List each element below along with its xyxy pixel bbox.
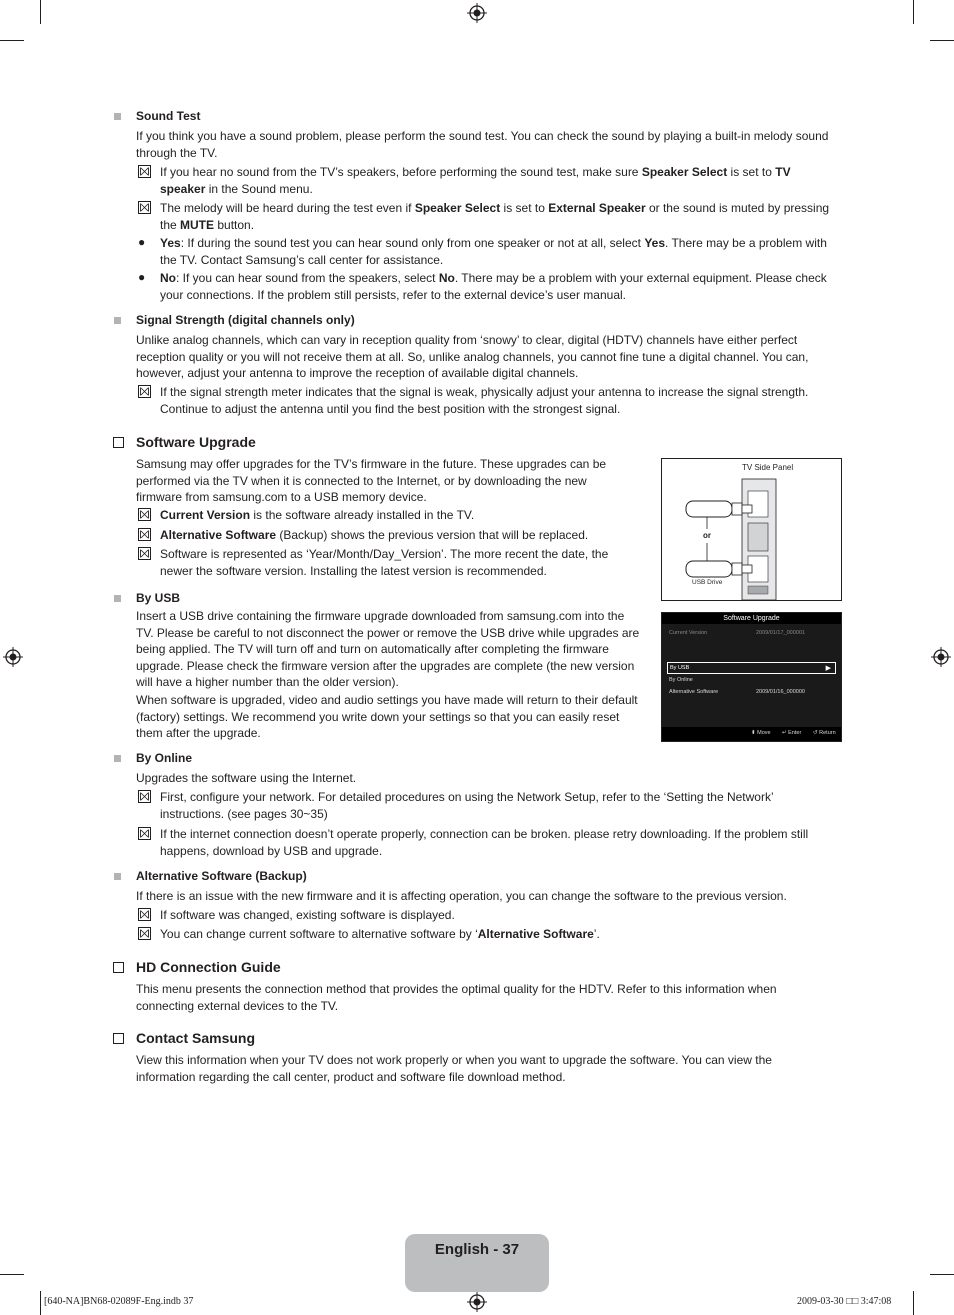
osd-by-online-item[interactable]: By Online [669,677,693,683]
registration-mark-icon [3,647,23,667]
note-icon [138,790,151,803]
hd-connection-guide-paragraph: This menu presents the connection method that provides the optimal quality for the HDTV. Refer to this information when connecting external devices to the TV. [136,982,777,1013]
note-icon [138,547,151,560]
osd-title: Software Upgrade [723,615,780,622]
software-upgrade-note-3: Software is represented as ‘Year/Month/Day_Version’. The more recent the date, the newer the software version. Installing the latest version is recommended. [160,547,609,578]
by-usb-paragraph-1: Insert a USB drive containing the firmware upgrade downloaded from samsung.com into the TV. Please be careful to not disconnect the power or remove the USB drive while upgrades are being applied. The TV will turn off and turn on automatically after completing the firmware upgrade. Please check the firmware version after the upgrades are complete (the new version will have a higher number than the older version). [136,609,640,689]
alternative-software-paragraph: If there is an issue with the new firmware and it is affecting operation, you can change the software to the previous version. [136,889,787,903]
checkbox-bullet-icon [113,962,124,973]
hd-connection-guide-heading: HD Connection Guide [136,959,281,975]
crop-mark [913,0,914,24]
osd-by-usb-item[interactable] [667,662,836,674]
note-icon [138,827,151,840]
print-date-info: 2009-03-30 □□ 3:47:08 [797,1296,892,1307]
square-bullet-icon [114,113,121,120]
by-usb-paragraph-2: When software is upgraded, video and audio settings you have made will return to their default (factory) settings. We recommend you write down your settings so that you can easily reset them after the upgrade. [136,693,638,740]
osd-current-version-label: Current Version [669,630,708,636]
move-arrows-icon: ⬍ [751,730,756,736]
registration-mark-icon [467,1292,487,1312]
sound-test-heading: Sound Test [136,109,201,123]
checkbox-bullet-icon [113,1033,124,1044]
signal-strength-heading: Signal Strength (digital channels only) [136,313,355,327]
checkbox-bullet-icon [113,437,124,448]
note-icon [138,385,151,398]
return-icon: ↺ [813,730,818,736]
note-icon [138,908,151,921]
osd-nav-enter: ↵ Enter [782,730,802,736]
round-bullet-icon: ● [138,270,146,284]
enter-icon: ↵ [782,730,787,736]
by-online-note-1: First, configure your network. For detailed procedures on using the Network Setup, refer to the ‘Setting the Network’ instructions. (see pages 30~35) [160,790,774,821]
note-icon [138,927,151,940]
signal-strength-note: If the signal strength meter indicates that the signal is weak, physically adjust your antenna to increase the signal strength. Continue to adjust the antenna until you find the best position with the strongest signal. [160,385,809,416]
sound-test-paragraph: If you think you have a sound problem, please perform the sound test. You can check the sound by playing a built-in melody sound through the TV. [136,129,829,160]
registration-mark-icon [467,3,487,23]
sound-test-bullet-no: No: If you can hear sound from the speakers, select No. There may be a problem with your external equipment. Please check your connections. If the problem still persists, refer to the external device’s user manual. [160,271,827,302]
round-bullet-icon: ● [138,235,146,249]
print-file-info: [640-NA]BN68-02089F-Eng.indb 37 [44,1296,194,1307]
square-bullet-icon [114,873,121,880]
diagram-or-label: or [703,531,711,540]
page-number-label: English - 37 [434,1241,520,1258]
signal-strength-paragraph: Unlike analog channels, which can vary in reception quality from ‘snowy’ to clear, digital (HDTV) channels have either perfect reception quality or you will not receive them at all. So, unlike analog channels, you cannot fine tune a digital channel. You can, however, adjust your antenna to improve the reception of available digital channels. [136,333,809,380]
by-online-note-2: If the internet connection doesn’t operate properly, connection can be broken. please retry downloading. If the problem still happens, download by USB and upgrade. [160,827,809,858]
registration-mark-icon [931,647,951,667]
osd-nav-return: ↺ Return [813,730,836,736]
crop-mark [930,40,954,41]
by-usb-heading: By USB [136,591,181,605]
usb-connection-illustration [662,459,841,600]
alternative-software-note-1: If software was changed, existing software is displayed. [160,908,455,922]
osd-by-usb-label: By USB [670,665,690,671]
contact-samsung-heading: Contact Samsung [136,1030,256,1046]
tv-side-panel-diagram [661,458,842,601]
square-bullet-icon [114,595,121,602]
diagram-usb-drive-label: USB Drive [692,579,723,586]
alternative-software-heading: Alternative Software (Backup) [136,869,307,883]
sound-test-bullet-yes: Yes: If during the sound test you can hear sound only from one speaker or not at all, select Yes. There may be a problem with the TV. Contact Samsung’s call center for assistance. [160,236,827,267]
by-online-heading: By Online [136,751,193,765]
osd-nav-move: ⬍ Move [751,730,771,736]
crop-mark [40,0,41,24]
note-icon [138,201,151,214]
crop-mark [0,1274,24,1275]
software-upgrade-heading: Software Upgrade [136,434,256,450]
software-upgrade-note-2: Alternative Software (Backup) shows the previous version that will be replaced. [160,528,589,542]
note-icon [138,528,151,541]
crop-mark [913,1291,914,1315]
square-bullet-icon [114,317,121,324]
crop-mark [0,40,24,41]
software-upgrade-paragraph: Samsung may offer upgrades for the TV’s firmware in the future. These upgrades can be performed via the TV when it is connected to the Internet, or by downloading the new firmware from samsung.com to a USB memory device. [136,457,607,504]
crop-mark [930,1274,954,1275]
osd-current-version-value: 2009/01/17_000001 [756,630,805,636]
alternative-software-note-2: You can change current software to alternative software by ‘Alternative Software’. [160,927,600,941]
contact-samsung-paragraph: View this information when your TV does not work properly or when you want to upgrade the software. You can view the information regarding the call center, product and software file download method. [136,1053,772,1084]
osd-alternative-software-item[interactable]: Alternative Software [669,689,719,695]
note-icon [138,508,151,521]
by-online-paragraph: Upgrades the software using the Internet. [136,771,357,785]
note-icon [138,165,151,178]
sound-test-note-1: If you hear no sound from the TV’s speakers, before performing the sound test, make sure Speaker Select is set to TV speaker in the Sound menu. [160,165,791,196]
sound-test-note-2: The melody will be heard during the test even if Speaker Select is set to External Speaker or the sound is muted by pressing the MUTE button. [160,201,830,232]
osd-alternative-software-value: 2009/01/16_000000 [756,689,805,695]
crop-mark [40,1291,41,1315]
square-bullet-icon [114,755,121,762]
play-arrow-icon: ▶ [825,665,831,672]
diagram-panel-label: TV Side Panel [742,463,794,472]
software-upgrade-note-1: Current Version is the software already installed in the TV. [160,508,475,522]
software-upgrade-osd-screen [661,612,842,742]
